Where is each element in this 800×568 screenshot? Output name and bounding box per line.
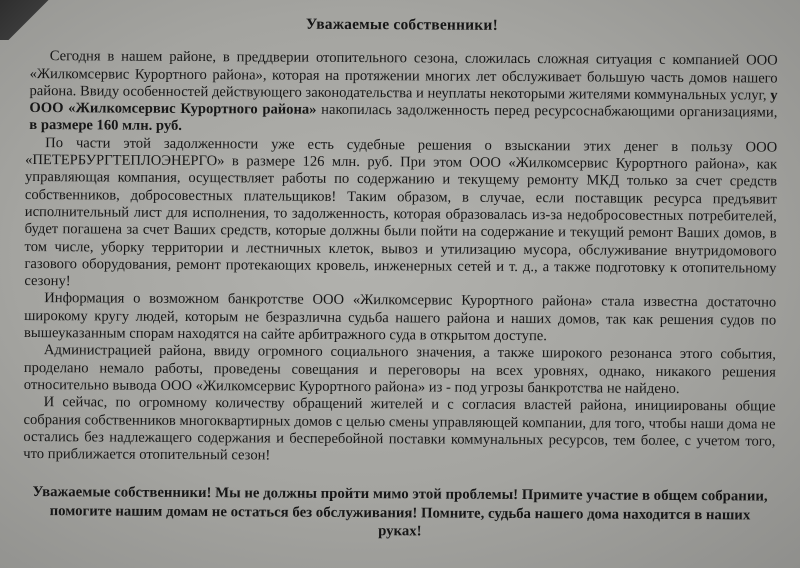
paragraph-situation-bold-company: у ООО «Жилкомсервис Курортного района» [29, 87, 778, 118]
paragraph-general-meetings: И сейчас, по огромному количеству обращений жителей и с согласия властей района, инициированы общие собрания собственников многоквартирных домов с целью смены управляющей компании, для того, чтобы наши дома не остались без надлежащего содержания и бесперебойной поставки коммунальных ресурсов, тем более, с учетом того, что приближается отопительный сезон! [23, 394, 776, 464]
paragraph-situation [29, 48, 778, 139]
paragraph-bankruptcy-info: Информация о возможном банкротстве ООО «Жилкомсервис Курортного района» стала известна достаточно широкому кругу людей, которым не безразлична судьба нашего района и наших домов, так как решения судов по вышеуказанным спорам находятся на сайте арбитражного суда в открытом доступе. [24, 290, 777, 345]
paragraph-situation-text-b: накопилась задолженность перед ресурсоснабжающими организациями, [316, 101, 778, 121]
closing-appeal: Уважаемые собственники! Мы не должны пройти мимо этой проблемы! Примите участие в общем собрании, помогите нашим домам не остаться без обслуживания! Помните, судьба нашего дома находится в наших руках! [32, 484, 768, 540]
paragraph-situation-bold-amount: в размере 160 млн. руб. [29, 117, 182, 135]
notice-title: Уважаемые собственники! [305, 15, 499, 34]
paragraph-situation-text-a: Сегодня в нашем районе, в преддверии отопительного сезона, сложилась сложная ситуация с компанией ООО «Жилкомсервис Курортного района», которая на протяжении многих лет обслуживает большую часть домов нашего района. Ввиду особенностей действующего законодательства и неуплаты некоторыми жителями коммунальных услуг, [29, 48, 778, 104]
paragraph-administration: Администрацией района, ввиду огромного социального значения, а также широкого резонанса этого события, проделано немало работы, проведены совещания и переговоры на всех уровнях, однако, никакого решения относительно вывода ООО «Жилкомсервис Курортного района» из - под угрозы банкротства не найдено. [23, 342, 776, 397]
notice-body [23, 14, 778, 544]
paragraph-court-decisions: По части этой задолженности уже есть судебные решения о взыскании этих денег в пользу ООО «ПЕТЕРБУРГТЕПЛОЭНЕРГО» в размере 126 млн. руб. При этом ООО «Жилкомсервис Курортного района», как управляющая компания, осуществляет работы по содержанию и текущему ремонту МКД только за счет средств собственников, добросовестных плательщиков! Таким образом, в случае, если поставщик ресурса предъявит исполнительный лист для исполнения, то задолженность, которая образовалась из-за недобросовестных потребителей, будет погашена за счет Ваших средств, которые должны были пойти на содержание и текущий ремонт Ваших домов, в том числе, уборку территории и лестничных клеток, вывоз и утилизацию мусора, обслуживание внутридомового газового оборудования, ремонт протекающих кровель, инженерных сетей и т. д., а также подготовку к отопительному сезону! [24, 134, 778, 290]
